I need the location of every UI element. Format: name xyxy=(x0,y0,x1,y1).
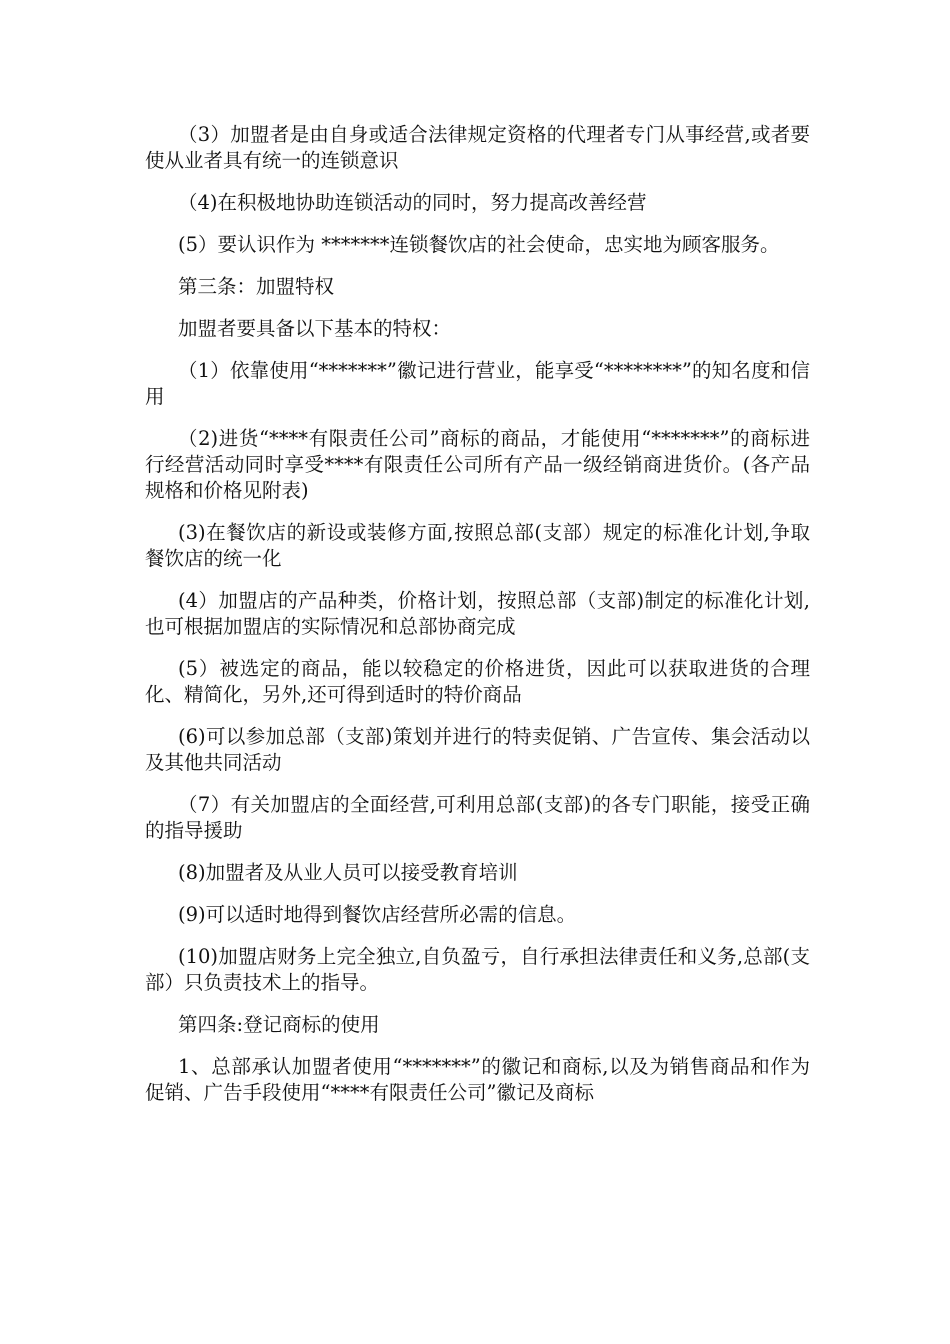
document-page xyxy=(145,122,810,1122)
paragraph-social-mission: (5）要认识作为 *******连锁餐饮店的社会使命，忠实地为顾客服务。 xyxy=(178,233,780,256)
privilege-item-9: (9)可以适时地得到餐饮店经营所必需的信息。 xyxy=(178,903,577,926)
paragraph-improve-operation: （4)在积极地协助连锁活动的同时，努力提高改善经营 xyxy=(178,191,647,214)
paragraph-privileges-intro: 加盟者要具备以下基本的特权： xyxy=(178,317,452,340)
privilege-item-5: (5）被选定的商品，能以较稳定的价格进货，因此可以获取进货的合理化、精简化，另外,还可得到适时的特价商品 xyxy=(145,657,810,706)
section-heading-article-3: 第三条：加盟特权 xyxy=(178,275,335,298)
privilege-item-7: （7）有关加盟店的全面经营,可利用总部(支部)的各专门职能，接受正确的指导援助 xyxy=(145,793,810,842)
privilege-item-3: (3)在餐饮店的新设或装修方面,按照总部(支部）规定的标准化计划,争取餐饮店的统一化 xyxy=(145,521,810,570)
paragraph-franchisee-qualification: （3）加盟者是由自身或适合法律规定资格的代理者专门从事经营,或者要使从业者具有统一的连锁意识 xyxy=(145,123,810,172)
privilege-item-4: (4）加盟店的产品种类，价格计划，按照总部（支部)制定的标准化计划,也可根据加盟店的实际情况和总部协商完成 xyxy=(145,589,810,638)
privilege-item-10: (10)加盟店财务上完全独立,自负盈亏，自行承担法律责任和义务,总部(支部）只负责技术上的指导。 xyxy=(145,945,810,994)
privilege-item-6: (6)可以参加总部（支部)策划并进行的特卖促销、广告宣传、集会活动以及其他共同活动 xyxy=(145,725,810,774)
section-heading-article-4: 第四条:登记商标的使用 xyxy=(178,1013,380,1036)
privilege-item-2: （2)进货“****有限责任公司”商标的商品，才能使用“*******”的商标进行经营活动同时享受****有限责任公司所有产品一级经销商进货价。(各产品规格和价格见附表) xyxy=(145,427,810,502)
trademark-item-1: 1、总部承认加盟者使用“*******”的徽记和商标,以及为销售商品和作为促销、广告手段使用“****有限责任公司”徽记及商标 xyxy=(145,1055,810,1104)
privilege-item-8: (8)加盟者及从业人员可以接受教育培训 xyxy=(178,861,518,884)
privilege-item-1: （1）依靠使用“*******”徽记进行营业，能享受“********”的知名度和信用 xyxy=(145,359,810,408)
